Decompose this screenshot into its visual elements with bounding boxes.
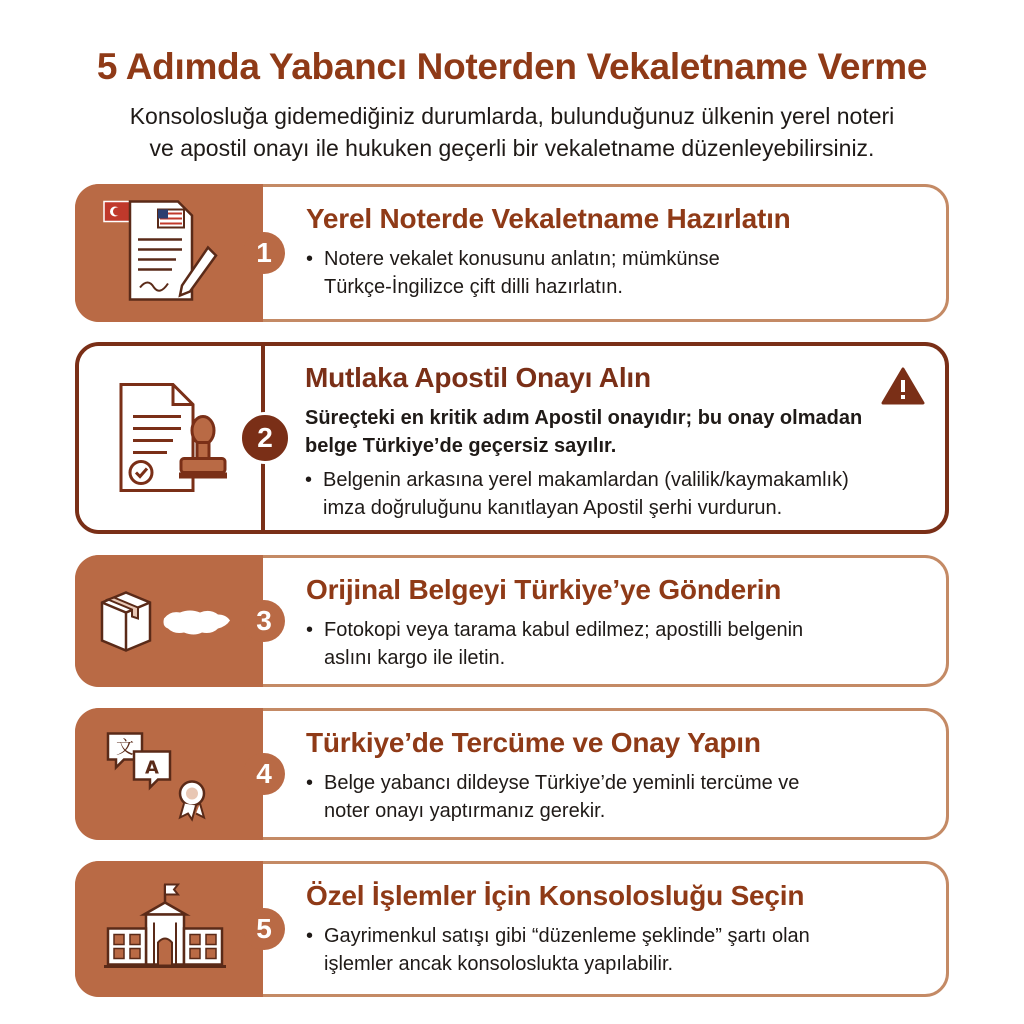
step-2-bullet [305, 466, 925, 522]
step-5-number-badge: 5 [243, 908, 285, 950]
subtitle-line-1: Konsolosluğa gidemediğiniz durumlarda, bulunduğunuz ülkenin yerel noteri [129, 103, 895, 129]
step-3-number-badge: 3 [243, 600, 285, 642]
translate-icon [96, 722, 226, 827]
step-5-bullet-line-2: işlemler ancak konsoloslukta yapılabilir. [324, 953, 674, 975]
step-2-bullet-line-1: • Belgenin arkasına yerel makamlardan (valilik/kaymakamlık) [323, 469, 849, 491]
step-4-bullet-line-2: noter onayı yaptırmanız gerekir. [324, 800, 606, 822]
step-5-card [75, 861, 949, 997]
step-2-warning-line-2: belge Türkiye’de geçersiz sayılır. [305, 435, 617, 457]
consulate-building-icon [100, 877, 230, 982]
step-1-title: Yerel Noterde Vekaletname Hazırlatın [306, 203, 791, 234]
svg-text:A: A [145, 757, 159, 779]
step-2-title: Mutlaka Apostil Onayı Alın [305, 362, 651, 393]
step-4-title: Türkiye’de Tercüme ve Onay Yapın [306, 727, 761, 758]
step-5-title: Özel İşlemler İçin Konsolosluğu Seçin [306, 880, 805, 911]
step-3-bullet-line-1: • Fotokopi veya tarama kabul edilmez; apostilli belgenin [324, 619, 804, 641]
package-map-icon [96, 579, 246, 664]
step-1-bullet [306, 245, 926, 301]
svg-text:文: 文 [116, 737, 134, 759]
step-1-card [75, 184, 949, 322]
step-4-content [306, 727, 926, 825]
step-2-bullet-line-2: imza doğruluğunu kanıtlayan Apostil şerhi vurdurun. [323, 497, 783, 519]
subtitle-line-2: ve apostil onayı ile hukuken geçerli bir vekaletname düzenleyebilirsiniz. [149, 135, 875, 161]
step-1-content [306, 203, 926, 301]
page-subtitle [40, 100, 984, 164]
step-4-bullet-line-1: • Belge yabancı dildeyse Türkiye’de yeminli tercüme ve [324, 772, 800, 794]
step-4-card [75, 708, 949, 840]
step-3-content [306, 574, 926, 672]
step-2-number-badge: 2 [239, 412, 291, 464]
step-2-warning [305, 404, 925, 460]
step-2-content [305, 362, 925, 522]
step-5-content [306, 880, 926, 978]
step-1-bullet-line-2: Türkçe-İngilizce çift dilli hazırlatın. [324, 276, 623, 298]
step-3-title: Orijinal Belgeyi Türkiye’ye Gönderin [306, 574, 782, 605]
step-2-warning-line-1: Süreçteki en kritik adım Apostil onayıdır; bu onay olmadan [305, 407, 863, 429]
step-3-bullet [306, 616, 926, 672]
step-4-bullet [306, 769, 926, 825]
step-5-bullet [306, 922, 926, 978]
step-4-number-badge: 4 [243, 753, 285, 795]
page-title: 5 Adımda Yabancı Noterden Vekaletname Verme [96, 46, 928, 87]
document-pen-icon [96, 196, 226, 311]
step-5-bullet-line-1: • Gayrimenkul satışı gibi “düzenleme şeklinde” şartı olan [324, 925, 810, 947]
step-3-card [75, 555, 949, 687]
step-2-card [75, 342, 949, 534]
step-3-bullet-line-2: aslını kargo ile iletin. [324, 647, 506, 669]
stamp-document-icon [101, 371, 231, 506]
step-1-bullet-line-1: • Notere vekalet konusunu anlatın; mümkünse [324, 248, 720, 270]
step-1-number-badge: 1 [243, 232, 285, 274]
warning-icon [881, 366, 925, 411]
